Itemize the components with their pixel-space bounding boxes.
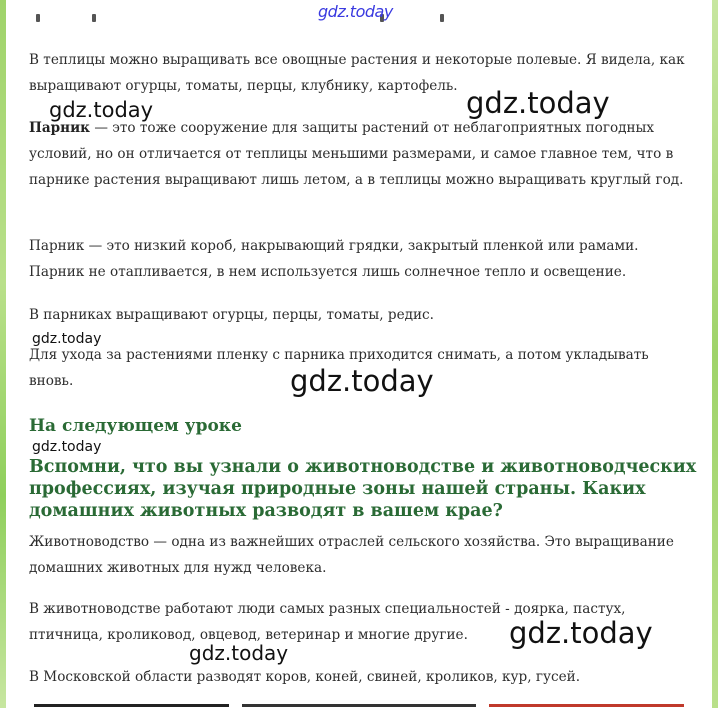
paragraph-livestock-definition: Животноводство — одна из важнейших отраслей сельского хозяйства. Это выращивание домашних животных для нужд человека.: [29, 534, 674, 576]
watermark: gdz.today: [32, 331, 102, 347]
watermark: gdz.today: [189, 641, 289, 665]
paragraph-hotbed-crops: В парниках выращивают огурцы, перцы, томаты, редис.: [29, 307, 434, 323]
right-decorative-border: [712, 0, 718, 708]
left-decorative-border: [0, 0, 6, 708]
watermark-top: gdz.today: [318, 2, 393, 21]
hotbed-definition-text: — это тоже сооружение для защиты растений от неблагоприятных погодных условий, но он отличается от теплицы меньшими размерами, и самое главное тем, что в парнике растения выращивают лишь летом, а в теплицы можно выращивать круглый год.: [29, 120, 684, 188]
watermark: gdz.today: [290, 364, 434, 398]
watermark: gdz.today: [32, 439, 102, 455]
watermark: gdz.today: [466, 86, 610, 120]
paragraph-greenhouse-crops: В теплицы можно выращивать все овощные растения и некоторые полевые. Я видела, как выращивают огурцы, томаты, перцы, клубнику, картофель.: [29, 52, 685, 94]
heading-next-lesson: На следующем уроке: [29, 416, 242, 436]
paragraph-hotbed-construction: Парник — это низкий короб, накрывающий грядки, закрытый пленкой или рамами. Парник не отапливается, в нем используется лишь солнечное тепло и освещение.: [29, 238, 639, 280]
bottom-divider: [34, 704, 684, 707]
watermark: gdz.today: [509, 616, 653, 650]
paragraph-livestock-professions: В животноводстве работают люди самых разных специальностей - доярка, пастух, птичница, кроликовод, овцевод, ветеринар и многие другие.: [29, 601, 626, 643]
paragraph-hotbed-care: Для ухода за растениями пленку с парника приходится снимать, а потом укладывать вновь.: [29, 347, 649, 389]
watermark: gdz.today: [49, 98, 154, 122]
cropped-previous-text: [30, 10, 450, 24]
paragraph-hotbed-definition: [29, 115, 697, 193]
term-hotbed: Парник: [29, 120, 90, 136]
heading-question-livestock: Вспомни, что вы узнали о животноводстве и животноводческих профессиях, изучая природные зоны нашей страны. Каких домашних животных разводят в вашем крае?: [29, 457, 697, 521]
paragraph-moscow-livestock: В Московской области разводят коров, коней, свиней, кроликов, кур, гусей.: [29, 669, 581, 685]
